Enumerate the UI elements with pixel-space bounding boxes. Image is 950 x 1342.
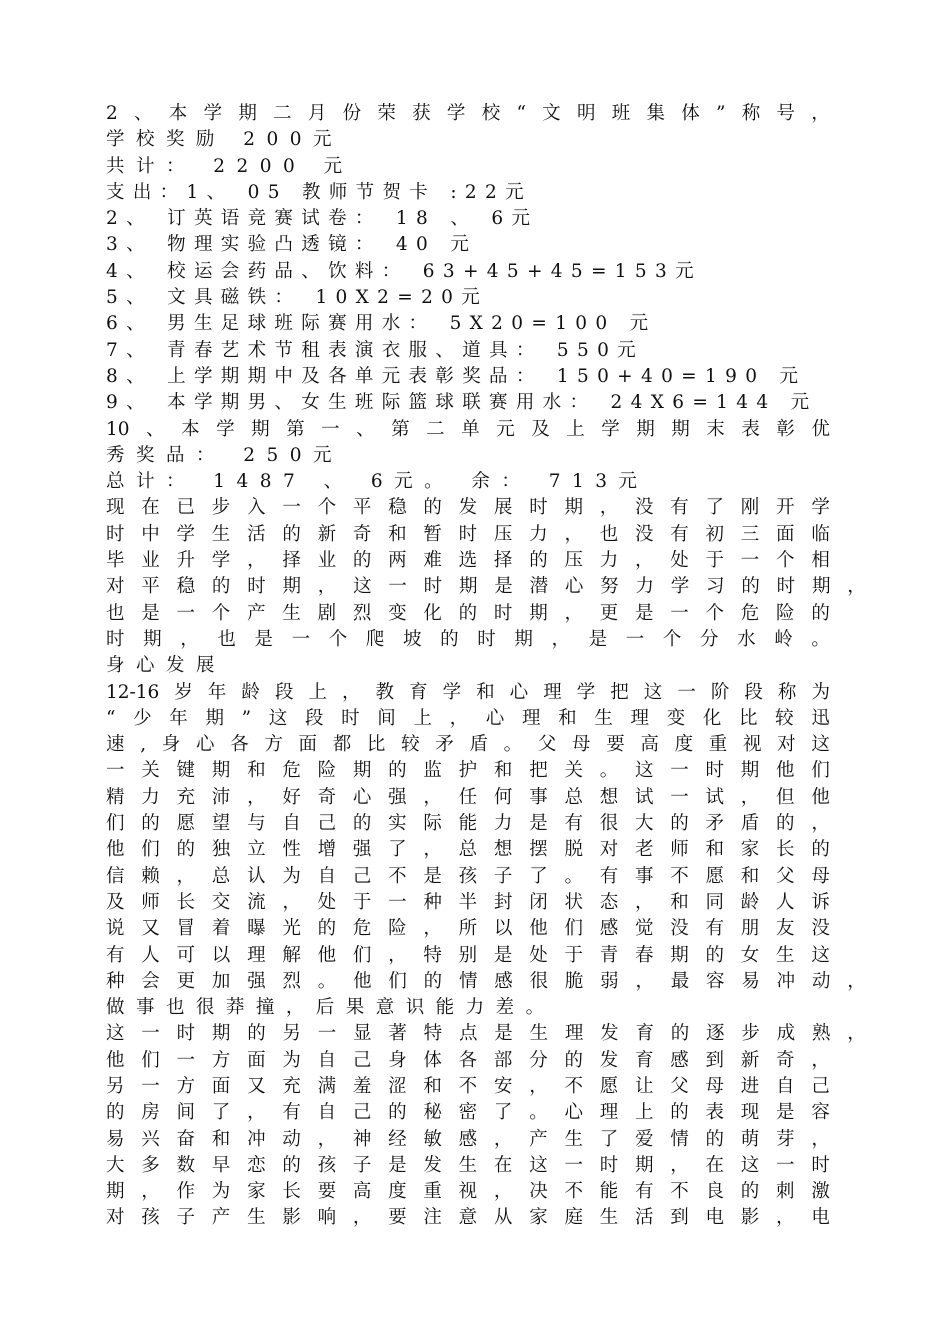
text-line: 们 的 愿 望 与 自 己 的 实 际 能 力 是 有 很 大 的 矛 盾 的 ，	[106, 813, 830, 835]
text-line: 5、 文具磁铁： 10X2=20元	[106, 287, 489, 309]
text-line: 对 孩 子 产 生 影 响 ， 要 注 意 从 家 庭 生 活 到 电 影 ， 电	[106, 1207, 830, 1229]
text-line: 学校奖励 200元	[106, 129, 343, 151]
text-line: 总计： 1487 、 6元。 余： 713元	[106, 471, 649, 493]
text-line: 种 会 更 加 强 烈 。 他 们 的 情 感 很 脆 弱 ， 最 容 易 冲 动 ，	[106, 970, 866, 992]
text-line: 他 们 一 方 面 为 自 己 身 体 各 部 分 的 发 育 感 到 新 奇 ，	[106, 1049, 830, 1071]
text-line: 毕 业 升 学 ， 择 业 的 两 难 选 择 的 压 力 ， 处 于 一 个 相	[106, 550, 830, 572]
text-line: 10 、 本 学 期 第 一 、 第 二 单 元 及 上 学 期 期 末 表 彰 优	[106, 418, 830, 440]
document-body	[106, 101, 866, 1232]
text-line: 秀奖品： 250元	[106, 444, 343, 466]
text-line: 时 期 ， 也 是 一 个 爬 坡 的 时 期 ， 是 一 个 分 水 岭 。	[106, 628, 830, 650]
text-line: 期 ， 作 为 家 长 要 高 度 重 视 ， 决 不 能 有 不 良 的 刺 激	[106, 1181, 830, 1203]
text-line: 4、 校运会药品、饮料： 63+45+45=153元	[106, 260, 702, 282]
text-line: 速 , 身 心 各 方 面 都 比 较 矛 盾 。 父 母 要 高 度 重 视 对 这	[106, 734, 830, 756]
text-line: 2、 订英语竞赛试卷： 18 、 6元	[106, 208, 539, 230]
text-line: 一 关 键 期 和 危 险 期 的 监 护 和 把 关 。 这 一 时 期 他 们	[106, 760, 830, 782]
text-line: 有 人 可 以 理 解 他 们 ， 特 别 是 处 于 青 春 期 的 女 生 这	[106, 944, 830, 966]
text-line: 易 兴 奋 和 冲 动 ， 神 经 敏 感 ， 产 生 了 爱 情 的 萌 芽 ，	[106, 1128, 830, 1150]
text-line: 也 是 一 个 产 生 剧 烈 变 化 的 时 期 ， 更 是 一 个 危 险 的	[106, 602, 830, 624]
text-line: 3、 物理实验凸透镜： 40 元	[106, 234, 478, 256]
text-line: 12-16 岁 年 龄 段 上 ， 教 育 学 和 心 理 学 把 这 一 阶 段 称 为	[106, 681, 830, 703]
text-line: 做事也很莽撞，后果意识能力差。	[106, 997, 556, 1019]
text-line: 的 房 间 了 ， 有 自 己 的 秘 密 了 。 心 理 上 的 表 现 是 容	[106, 1102, 830, 1124]
text-line: 对 平 稳 的 时 期 ， 这 一 时 期 是 潜 心 努 力 学 习 的 时 期 ，	[106, 576, 866, 598]
text-line: 他 们 的 独 立 性 增 强 了 ， 总 想 摆 脱 对 老 师 和 家 长 的	[106, 839, 830, 861]
text-line: 精 力 充 沛 ， 好 奇 心 强 ， 任 何 事 总 想 试 一 试 ， 但 他	[106, 786, 830, 808]
text-line: 支出：1、 05 教师节贺卡 :22元	[106, 181, 532, 203]
text-line: 共计： 2200 元	[106, 155, 354, 177]
text-line: “ 少 年 期 ” 这 段 时 间 上 ， 心 理 和 生 理 变 化 比 较 迅	[106, 707, 830, 729]
text-line: 另 一 方 面 又 充 满 羞 涩 和 不 安 ， 不 愿 让 父 母 进 自 己	[106, 1075, 830, 1097]
text-line: 9、 本学期男、女生班际篮球联赛用水： 24X6=144 元	[106, 392, 818, 414]
text-line: 2 、 本 学 期 二 月 份 荣 获 学 校 “ 文 明 班 集 体 ” 称 号 ，	[106, 103, 830, 124]
text-line: 说 又 冒 着 曝 光 的 危 险 ， 所 以 他 们 感 觉 没 有 朋 友 没	[106, 918, 830, 940]
text-line: 身心发展	[106, 655, 226, 677]
text-line: 8、 上学期期中及各单元表彰奖品： 150+40=190 元	[106, 365, 807, 387]
text-line: 及 师 长 交 流 ， 处 于 一 种 半 封 闭 状 态 ， 和 同 龄 人 诉	[106, 891, 830, 913]
text-line: 7、 青春艺术节租表演衣服、道具： 550元	[106, 339, 644, 361]
text-line: 这 一 时 期 的 另 一 显 著 特 点 是 生 理 发 育 的 逐 步 成 熟 ，	[106, 1023, 866, 1045]
text-line: 现 在 已 步 入 一 个 平 稳 的 发 展 时 期 ， 没 有 了 刚 开 学	[106, 497, 830, 519]
text-line: 大 多 数 早 恋 的 孩 子 是 发 生 在 这 一 时 期 ， 在 这 一 时	[106, 1154, 830, 1176]
text-line: 时 中 学 生 活 的 新 奇 和 暂 时 压 力 ， 也 没 有 初 三 面 临	[106, 523, 830, 545]
text-line: 6、 男生足球班际赛用水： 5X20=100 元	[106, 313, 657, 335]
text-line: 信 赖 ， 总 认 为 自 己 不 是 孩 子 了 。 有 事 不 愿 和 父 母	[106, 865, 830, 887]
